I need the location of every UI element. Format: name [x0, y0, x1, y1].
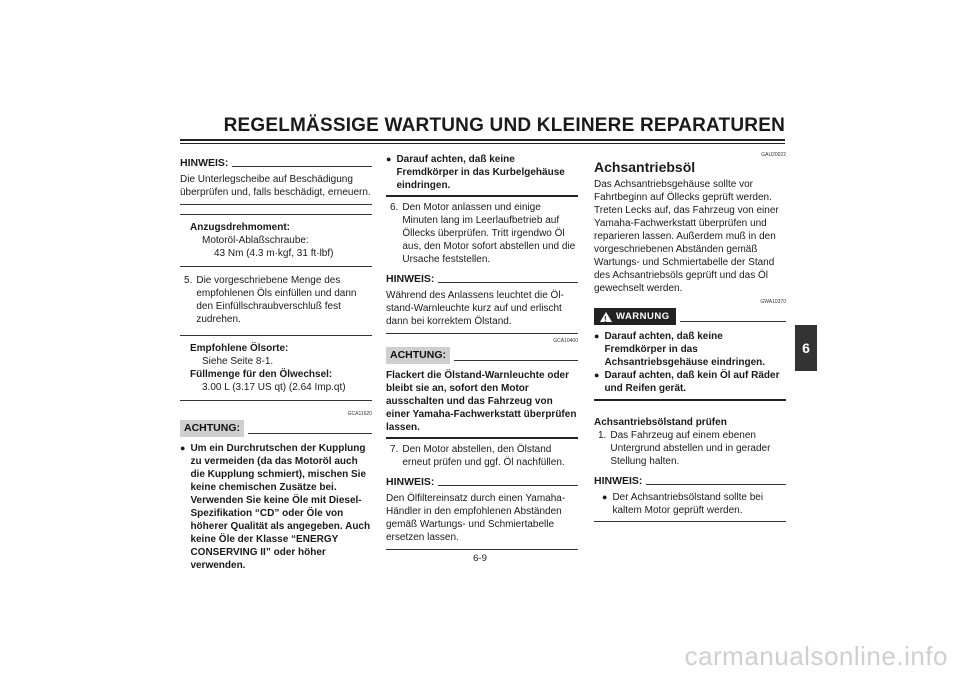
chapter-tab[interactable]: 6: [795, 325, 817, 371]
bullet-icon: ●: [594, 331, 600, 341]
torque-box: [180, 214, 372, 267]
achtung-text: Flackert die Ölstand-Warnleuchte oder bleibt sie an, sofort den Motor ausschalten und das Fahrzeug von einer Yamaha-Fachwerkstatt überprüfen lassen.: [386, 370, 577, 433]
step-6-number: 6.: [390, 202, 399, 213]
page-title: REGELMÄSSIGE WARTUNG UND KLEINERE REPARATUREN: [223, 115, 785, 136]
step-1: [594, 429, 786, 468]
step-6-text: Den Motor anlassen und einige Minuten lang im Leerlaufbetrieb auf Öllecks überprüfen. Tritt irgendwo Öl aus, den Motor sofort abstellen und die Ursache feststellen.: [402, 202, 576, 265]
hinweis-label: HINWEIS:: [180, 157, 229, 169]
section-title: Achsantriebsöl: [594, 159, 696, 175]
subsection-title: Achsantriebsölstand prüfen: [594, 417, 727, 428]
bullet-icon: ●: [594, 370, 600, 380]
code-label: GCA11620: [347, 411, 372, 417]
warning-triangle-icon: !: [600, 312, 612, 322]
hinweis-text: Während des Anlassens leuchtet die Öl-stand-Warnleuchte kurz auf und erlischt dann bei korrektem Ölstand.: [386, 290, 564, 327]
fill-title: Füllmenge für den Ölwechsel:: [190, 369, 333, 380]
code-label: GWA10370: [760, 299, 786, 305]
warn-bullet-2-text: Darauf achten, daß kein Öl auf Räder und Reifen gerät.: [604, 370, 780, 394]
hinweis-label: HINWEIS:: [594, 475, 643, 487]
hinweis-label: HINWEIS:: [386, 476, 435, 488]
step-5-number: 5.: [184, 275, 193, 286]
hinweis-end-rule: [180, 204, 372, 205]
achtung-end-rule: [386, 195, 578, 197]
warnung-end-rule: [594, 399, 786, 401]
achtung-end-rule: [386, 437, 578, 439]
step-5-text: Die vorgeschriebene Menge des empfohlenen Öls einfüllen und dann den Einfüllschraubverschluß fest zudrehen.: [196, 275, 357, 325]
warn-bullet-1: [594, 330, 786, 369]
step-7: [386, 443, 578, 469]
column-right: [594, 152, 786, 522]
bullet-text: Darauf achten, daß keine Fremdkörper in das Kurbelgehäuse eindringen.: [396, 154, 565, 191]
code-label: GCA10400: [553, 338, 578, 344]
hinweis-label: HINWEIS:: [386, 273, 435, 285]
hinweis-text: Den Ölfiltereinsatz durch einen Yamaha-Händler in den empfohlenen Abständen gemäß Wartungs- und Schmiertabelle ersetzen lassen.: [386, 493, 566, 543]
column-middle: [386, 153, 578, 550]
hinweis-heading: [386, 476, 578, 489]
achtung-text: Um ein Durchrutschen der Kupplung zu vermeiden (da das Motoröl auch die Kupplung schmiert), mischen Sie keine chemischen Zusätze bei. Verwenden Sie keine Öle mit Diesel-Spezifikation “CD” oder Öle von höherer Qualität als angegeben. Auch keine Öle der Klasse “ENERGY CONSERVING II” oder höher verwenden.: [190, 443, 371, 571]
bullet-foreign-bodies: [386, 153, 578, 192]
torque-title: Anzugsdrehmoment:: [190, 222, 290, 233]
fill-value: 3.00 L (3.17 US qt) (2.64 Imp.qt): [202, 382, 346, 393]
step-5: [180, 274, 372, 326]
title-rule-thin: [180, 143, 785, 144]
oil-title: Empfohlene Ölsorte:: [190, 343, 289, 354]
warnung-label: WARNUNG: [616, 311, 670, 322]
torque-value: 43 Nm (4.3 m·kgf, 31 ft·lbf): [214, 248, 334, 259]
warn-bullet-2: [594, 369, 786, 395]
oil-value: Siehe Seite 8-1.: [202, 356, 274, 367]
step-1-number: 1.: [598, 430, 607, 441]
warnung-heading: [594, 308, 786, 325]
achtung-badge: ACHTUNG:: [386, 347, 450, 364]
hinweis-heading: [180, 157, 372, 170]
achtung-heading: [180, 420, 372, 437]
hinweis-text: Die Unterlegscheibe auf Beschädigung überprüfen und, falls beschädigt, erneuern.: [180, 174, 371, 198]
step-1-text: Das Fahrzeug auf einem ebenen Untergrund abstellen und in gerader Stellung halten.: [610, 430, 771, 467]
step-6: [386, 201, 578, 266]
oil-spec-box: [180, 335, 372, 401]
bullet-icon: ●: [180, 443, 186, 453]
page-number: 6-9: [473, 553, 487, 564]
hinweis-end-rule: [386, 333, 578, 334]
column-left: [180, 157, 372, 572]
section-intro: Das Achsantriebsgehäuse sollte vor Fahrtbeginn auf Öllecks geprüft werden. Treten Lecks auf, das Fahrzeug von einer Yamaha-Fachwerkstatt überprüfen und reparieren lassen. Außerdem muß in den vorgeschriebenen Abständen gemäß Wartungs- und Schmiertabelle der Stand des Achsantriebsöls geprüft und das Öl gewechselt werden.: [594, 179, 779, 294]
hinweis-heading: [386, 273, 578, 286]
achtung-badge: ACHTUNG:: [180, 420, 244, 437]
code-label: GAU20022: [761, 152, 786, 158]
hinweis-end-rule: [386, 549, 578, 550]
hinweis-bullet-text: Der Achsantriebsölstand sollte bei kaltem Motor geprüft werden.: [612, 492, 764, 516]
torque-item: Motoröl-Ablaßschraube:: [202, 235, 309, 246]
hinweis-heading: [594, 475, 786, 488]
warnung-badge: [594, 308, 676, 325]
bullet-icon: ●: [386, 154, 392, 164]
bullet-icon: ●: [602, 492, 608, 502]
watermark: carmanualsonline.info: [684, 641, 948, 671]
title-rule: [180, 139, 785, 141]
step-7-number: 7.: [390, 444, 399, 455]
step-7-text: Den Motor abstellen, den Ölstand erneut prüfen und ggf. Öl nachfüllen.: [402, 444, 565, 468]
warn-bullet-1-text: Darauf achten, daß keine Fremdkörper in das Achsantriebsgehäuse eindringen.: [604, 331, 766, 368]
achtung-heading: [386, 347, 578, 364]
hinweis-end-rule: [594, 521, 786, 522]
hinweis-bullet: [594, 491, 786, 517]
